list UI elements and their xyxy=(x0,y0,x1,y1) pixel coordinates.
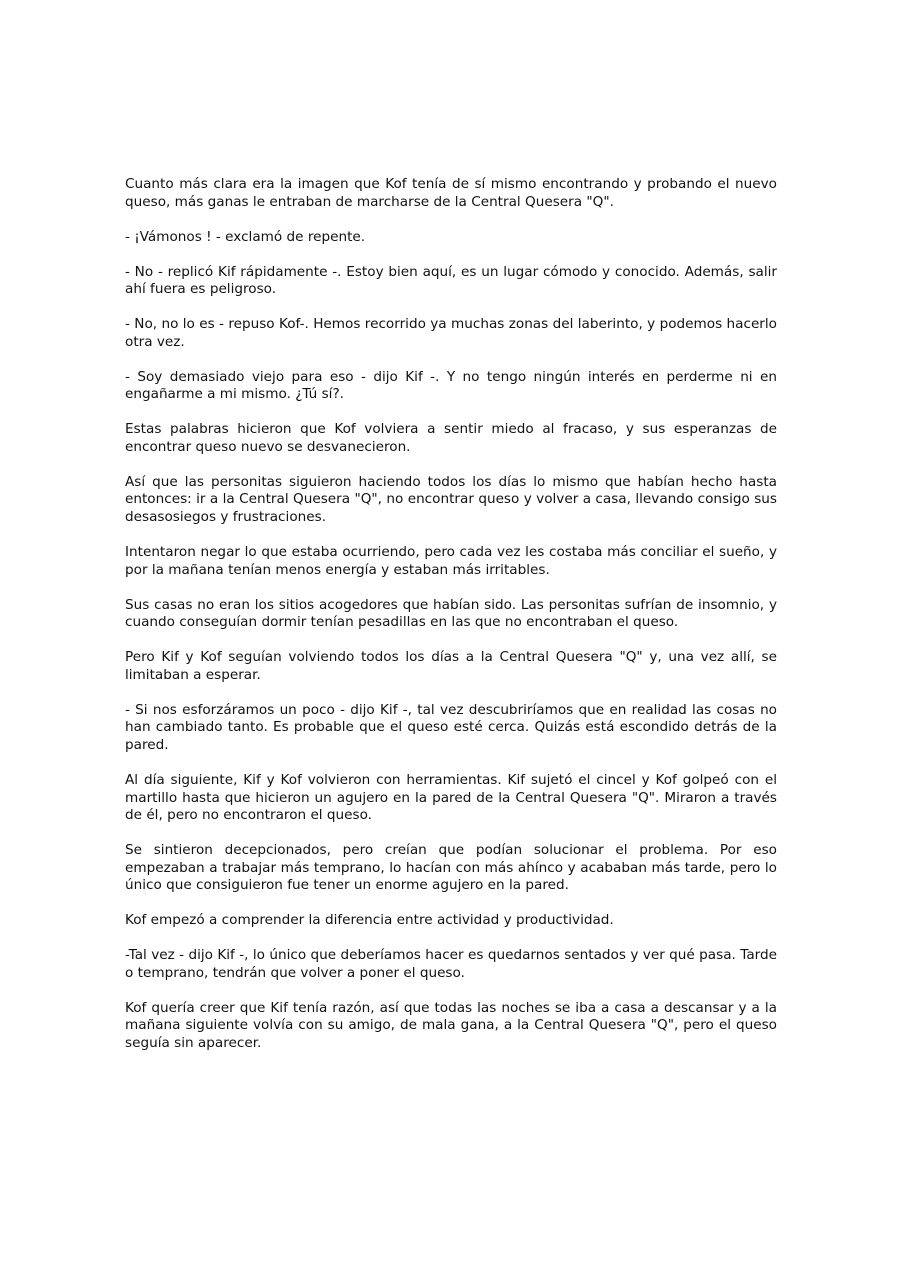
paragraph: Pero Kif y Kof seguían volviendo todos los días a la Central Quesera "Q" y, una vez allí, se limitaban a esperar. xyxy=(125,649,777,683)
paragraph: - ¡Vámonos ! - exclamó de repente. xyxy=(125,228,366,245)
paragraph: Así que las personitas siguieron haciendo todos los días lo mismo que habían hecho hasta entonces: ir a la Central Quesera "Q", no encontrar queso y volver a casa, llevando consigo sus desasosiegos y frustraciones. xyxy=(125,473,777,526)
paragraph: - Soy demasiado viejo para eso - dijo Kif -. Y no tengo ningún interés en perderme ni en engañarme a mi mismo. ¿Tú sí?. xyxy=(125,368,777,403)
paragraph: Intentaron negar lo que estaba ocurriendo, pero cada vez les costaba más conciliar el sueño, y por la mañana tenían menos energía y estaban más irritables. xyxy=(125,544,777,578)
paragraph: Cuanto más clara era la imagen que Kof tenía de sí mismo encontrando y probando el nuevo queso, más ganas le entraban de marcharse de la Central Quesera "Q". xyxy=(125,176,777,210)
paragraph: Kof quería creer que Kif tenía razón, así que todas las noches se iba a casa a descansar y a la mañana siguiente volvía con su amigo, de mala gana, a la Central Quesera "Q", pero el queso seguía sin aparecer. xyxy=(125,999,777,1052)
paragraph: Kof empezó a comprender la diferencia entre actividad y productividad. xyxy=(125,912,614,929)
paragraph: Sus casas no eran los sitios acogedores que habían sido. Las personitas sufrían de insomnio, y cuando conseguían dormir tenían pesadillas en las que no encontraban el queso. xyxy=(125,596,777,631)
paragraph: -Tal vez - dijo Kif -, lo único que deberíamos hacer es quedarnos sentados y ver qué pasa. Tarde o temprano, tendrán que volver a poner el queso. xyxy=(125,947,777,981)
body-text xyxy=(125,176,777,1070)
paragraph: Al día siguiente, Kif y Kof volvieron con herramientas. Kif sujetó el cincel y Kof golpeó con el martillo hasta que hicieron un agujero en la pared de la Central Quesera "Q". Miraron a través de él, pero no encontraron el queso. xyxy=(125,771,777,824)
paragraph: - No, no lo es - repuso Kof-. Hemos recorrido ya muchas zonas del laberinto, y podemos hacerlo otra vez. xyxy=(125,316,777,350)
paragraph: Estas palabras hicieron que Kof volviera a sentir miedo al fracaso, y sus esperanzas de encontrar queso nuevo se desvanecieron. xyxy=(125,421,777,455)
paragraph: - Si nos esforzáramos un poco - dijo Kif -, tal vez descubriríamos que en realidad las cosas no han cambiado tanto. Es probable que el queso esté cerca. Quizás está escondido detrás de la pared. xyxy=(125,701,777,753)
paragraph: - No - replicó Kif rápidamente -. Estoy bien aquí, es un lugar cómodo y conocido. Además, salir ahí fuera es peligroso. xyxy=(125,263,777,298)
paragraph: Se sintieron decepcionados, pero creían que podían solucionar el problema. Por eso empezaban a trabajar más temprano, lo hacían con más ahínco y acababan más tarde, pero lo único que consiguieron fue tener un enorme agujero en la pared. xyxy=(125,842,777,894)
